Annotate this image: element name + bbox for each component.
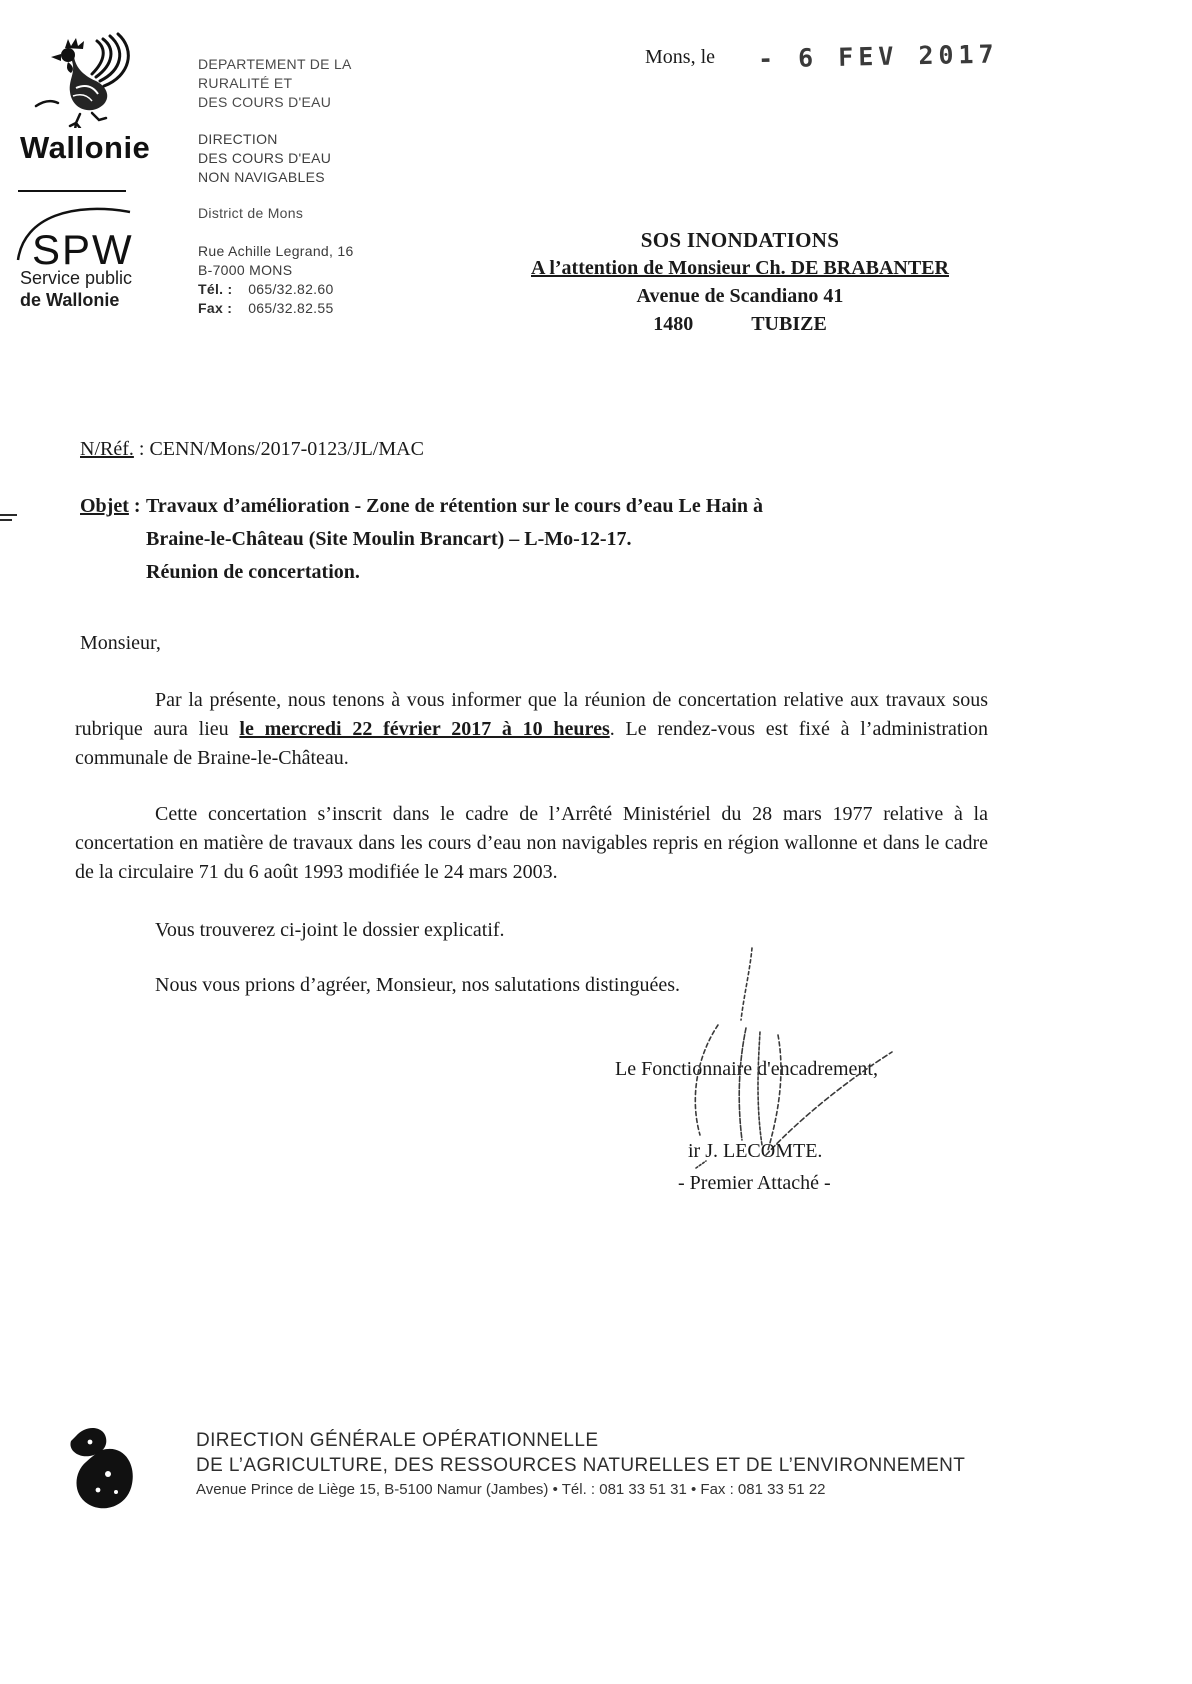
paragraph-1 bbox=[75, 686, 988, 773]
direction-line: DIRECTION bbox=[198, 131, 278, 147]
phone-value: 065/32.82.60 bbox=[248, 281, 334, 297]
reference-value: CENN/Mons/2017-0123/JL/MAC bbox=[149, 438, 424, 460]
subject-line-3: Réunion de concertation. bbox=[146, 561, 360, 583]
paragraph-2: Cette concertation s’inscrit dans le cadre de l’Arrêté Ministériel du 28 mars 1977 relative à la concertation en matière de travaux dans les cours d’eau non navigables repris en région wallonne et dans le cadre de la circulaire 71 du 6 août 1993 modifiée le 24 mars 2003. bbox=[75, 803, 988, 883]
recipient-town: TUBIZE bbox=[751, 313, 827, 335]
recipient-city bbox=[450, 310, 1030, 338]
footer-line-3: Avenue Prince de Liège 15, B-5100 Namur (Jambes) • Tél. : 081 33 51 31 • Fax : 081 33 51 22 bbox=[196, 1481, 826, 1498]
spw-caption-line1: Service public bbox=[20, 268, 133, 288]
sender-street: Rue Achille Legrand, 16 bbox=[198, 243, 354, 259]
footer-block bbox=[196, 1428, 965, 1498]
spw-logo bbox=[14, 198, 134, 279]
signature-title: Le Fonctionnaire d'encadrement, bbox=[615, 1058, 878, 1080]
direction-line: DES COURS D'EAU bbox=[198, 150, 332, 166]
rooster-comb bbox=[65, 38, 84, 49]
date-stamp: - 6 FEV 2017 bbox=[757, 39, 999, 74]
scan-artifact-mark bbox=[0, 514, 17, 522]
direction-block bbox=[198, 130, 331, 187]
letterhead-divider bbox=[18, 190, 126, 192]
sender-phone bbox=[198, 280, 354, 299]
signature-name: ir J. LECOMTE. bbox=[688, 1140, 823, 1162]
footer-dgo-logo-icon bbox=[60, 1422, 138, 1514]
wallonie-rooster-logo-icon bbox=[18, 26, 143, 128]
recipient-street: Avenue de Scandiano 41 bbox=[636, 285, 844, 307]
phone-label: Tél. : bbox=[198, 281, 233, 297]
signature-role: - Premier Attaché - bbox=[678, 1172, 831, 1194]
sender-fax bbox=[198, 299, 354, 318]
sender-city: B-7000 MONS bbox=[198, 262, 293, 278]
subject-text-1: Travaux d’amélioration - Zone de rétention sur le cours d’eau Le Hain à bbox=[146, 495, 764, 517]
footer-line-2: DE L’AGRICULTURE, DES RESSOURCES NATURELLES ET DE L’ENVIRONNEMENT bbox=[196, 1455, 966, 1476]
meeting-date-highlight: le mercredi 22 février 2017 à 10 heures bbox=[239, 718, 610, 740]
salutation: Monsieur, bbox=[80, 632, 161, 654]
reference-line bbox=[80, 438, 424, 461]
subject-label: Objet : bbox=[80, 495, 141, 517]
dateline-place: Mons, le bbox=[645, 46, 715, 68]
paragraph-4: Nous vous prions d’agréer, Monsieur, nos salutations distinguées. bbox=[155, 974, 680, 996]
subject-block bbox=[80, 490, 880, 589]
paragraph-1-text-after: . Le rendez-vous est fixé à l’administration communale de Braine-le-Château. bbox=[75, 718, 988, 769]
subject-line-1 bbox=[80, 490, 880, 523]
reference-label: N/Réf. bbox=[80, 438, 134, 460]
subject-line-2: Braine-le-Château (Site Moulin Brancart) – L-Mo-12-17. bbox=[146, 528, 632, 550]
fax-value: 065/32.82.55 bbox=[248, 300, 334, 316]
department-line: DEPARTEMENT DE LA bbox=[198, 56, 352, 72]
footer-line-1: DIRECTION GÉNÉRALE OPÉRATIONNELLE bbox=[196, 1430, 599, 1451]
wallonie-wordmark: Wallonie bbox=[20, 130, 151, 165]
department-block bbox=[198, 55, 352, 112]
spw-caption-line2: de Wallonie bbox=[20, 290, 120, 310]
fax-label: Fax : bbox=[198, 300, 233, 316]
spw-letters: SPW bbox=[32, 226, 134, 273]
paragraph-3: Vous trouverez ci-joint le dossier explicatif. bbox=[155, 919, 505, 941]
department-line: RURALITÉ ET bbox=[198, 75, 293, 91]
recipient-block bbox=[450, 226, 1030, 338]
sender-address-block bbox=[198, 242, 354, 318]
paragraph-1-text: Par la présente, nous tenons à vous informer que la réunion de concertation relative aux travaux sous rubrique aura lieu bbox=[75, 689, 988, 740]
recipient-attention: A l’attention de Monsieur Ch. DE BRABANTER bbox=[531, 257, 949, 279]
district-line: District de Mons bbox=[198, 205, 304, 221]
spw-arc-icon bbox=[14, 198, 134, 274]
direction-line: NON NAVIGABLES bbox=[198, 169, 325, 185]
department-line: DES COURS D'EAU bbox=[198, 94, 332, 110]
recipient-org: SOS INONDATIONS bbox=[640, 228, 840, 252]
reference-separator: : bbox=[133, 438, 150, 460]
recipient-postcode: 1480 bbox=[653, 313, 694, 335]
